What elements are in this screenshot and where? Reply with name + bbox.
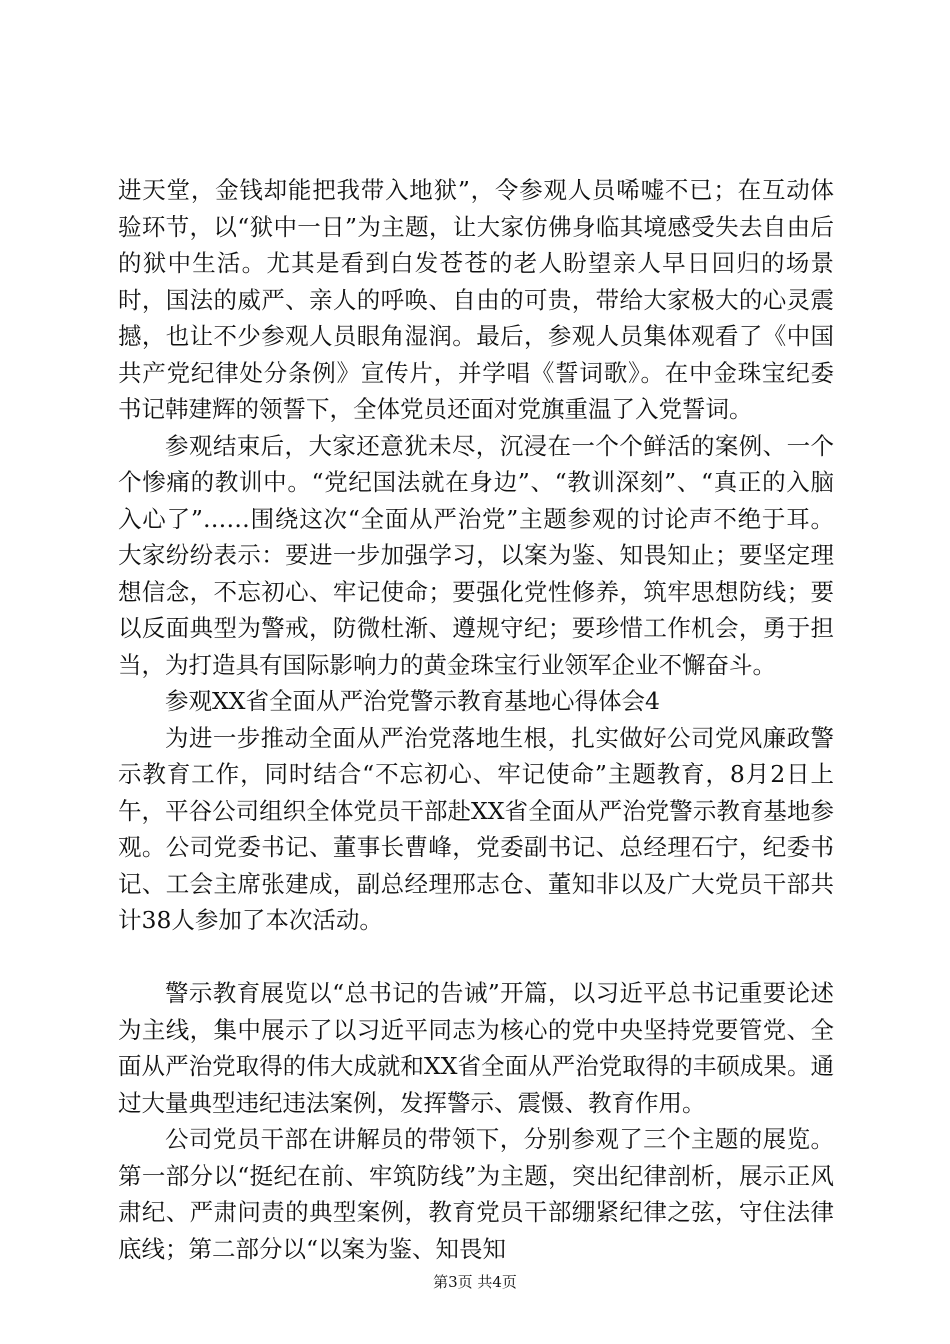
document-body	[118, 172, 834, 1267]
paragraph-continued: 进天堂，金钱却能把我带入地狱”，令参观人员唏嘘不已；在互动体验环节，以“狱中一日”为主题，让大家仿佛身临其境感受失去自由后的狱中生活。尤其是看到白发苍苍的老人盼望亲人早日回归的场景时，国法的威严、亲人的呼唤、自由的可贵，带给大家极大的心灵震撼，也让不少参观人员眼角湿润。最后，参观人员集体观看了《中国共产党纪律处分条例》宣传片，并学唱《誓词歌》。在中金珠宝纪委书记韩建辉的领誓下，全体党员还面对党旗重温了入党誓词。	[118, 176, 834, 423]
section-heading: 参观XX省全面从严治党警示教育基地心得体会4	[165, 687, 660, 715]
paragraph-exhibition: 警示教育展览以“总书记的告诫”开篇，以习近平总书记重要论述为主线，集中展示了以习近平同志为核心的党中央坚持党要管党、全面从严治党取得的伟大成就和XX省全面从严治党取得的丰硕成果。通过大量典型违纪违法案例，发挥警示、震慑、教育作用。	[118, 979, 834, 1117]
paragraph-intro: 为进一步推动全面从严治党落地生根，扎实做好公司党风廉政警示教育工作，同时结合“不忘初心、牢记使命”主题教育，8月2日上午，平谷公司组织全体党员干部赴XX省全面从严治党警示教育基地参观。公司党委书记、董事长曹峰，党委副书记、总经理石宁，纪委书记、工会主席张建成，副总经理邢志仓、董知非以及广大党员干部共计38人参加了本次活动。	[118, 723, 834, 934]
page-footer: 第3页 共4页	[433, 1273, 517, 1291]
paragraph-gap	[118, 939, 834, 976]
paragraph-tour: 公司党员干部在讲解员的带领下，分别参观了三个主题的展览。第一部分以“挺纪在前、牢筑防线”为主题，突出纪律剖析，展示正风肃纪、严肃问责的典型案例，教育党员干部绷紧纪律之弦，守住法律底线；第二部分以“以案为鉴、知畏知	[118, 1125, 834, 1263]
paragraph-after-visit: 参观结束后，大家还意犹未尽，沉浸在一个个鲜活的案例、一个个惨痛的教训中。“党纪国法就在身边”、“教训深刻”、“真正的入脑入心了”……围绕这次“全面从严治党”主题参观的讨论声不绝于耳。大家纷纷表示：要进一步加强学习，以案为鉴、知畏知止；要坚定理想信念，不忘初心、牢记使命；要强化党性修养，筑牢思想防线；要以反面典型为警戒，防微杜渐、遵规守纪；要珍惜工作机会，勇于担当，为打造具有国际影响力的黄金珠宝行业领军企业不懈奋斗。	[118, 431, 834, 679]
